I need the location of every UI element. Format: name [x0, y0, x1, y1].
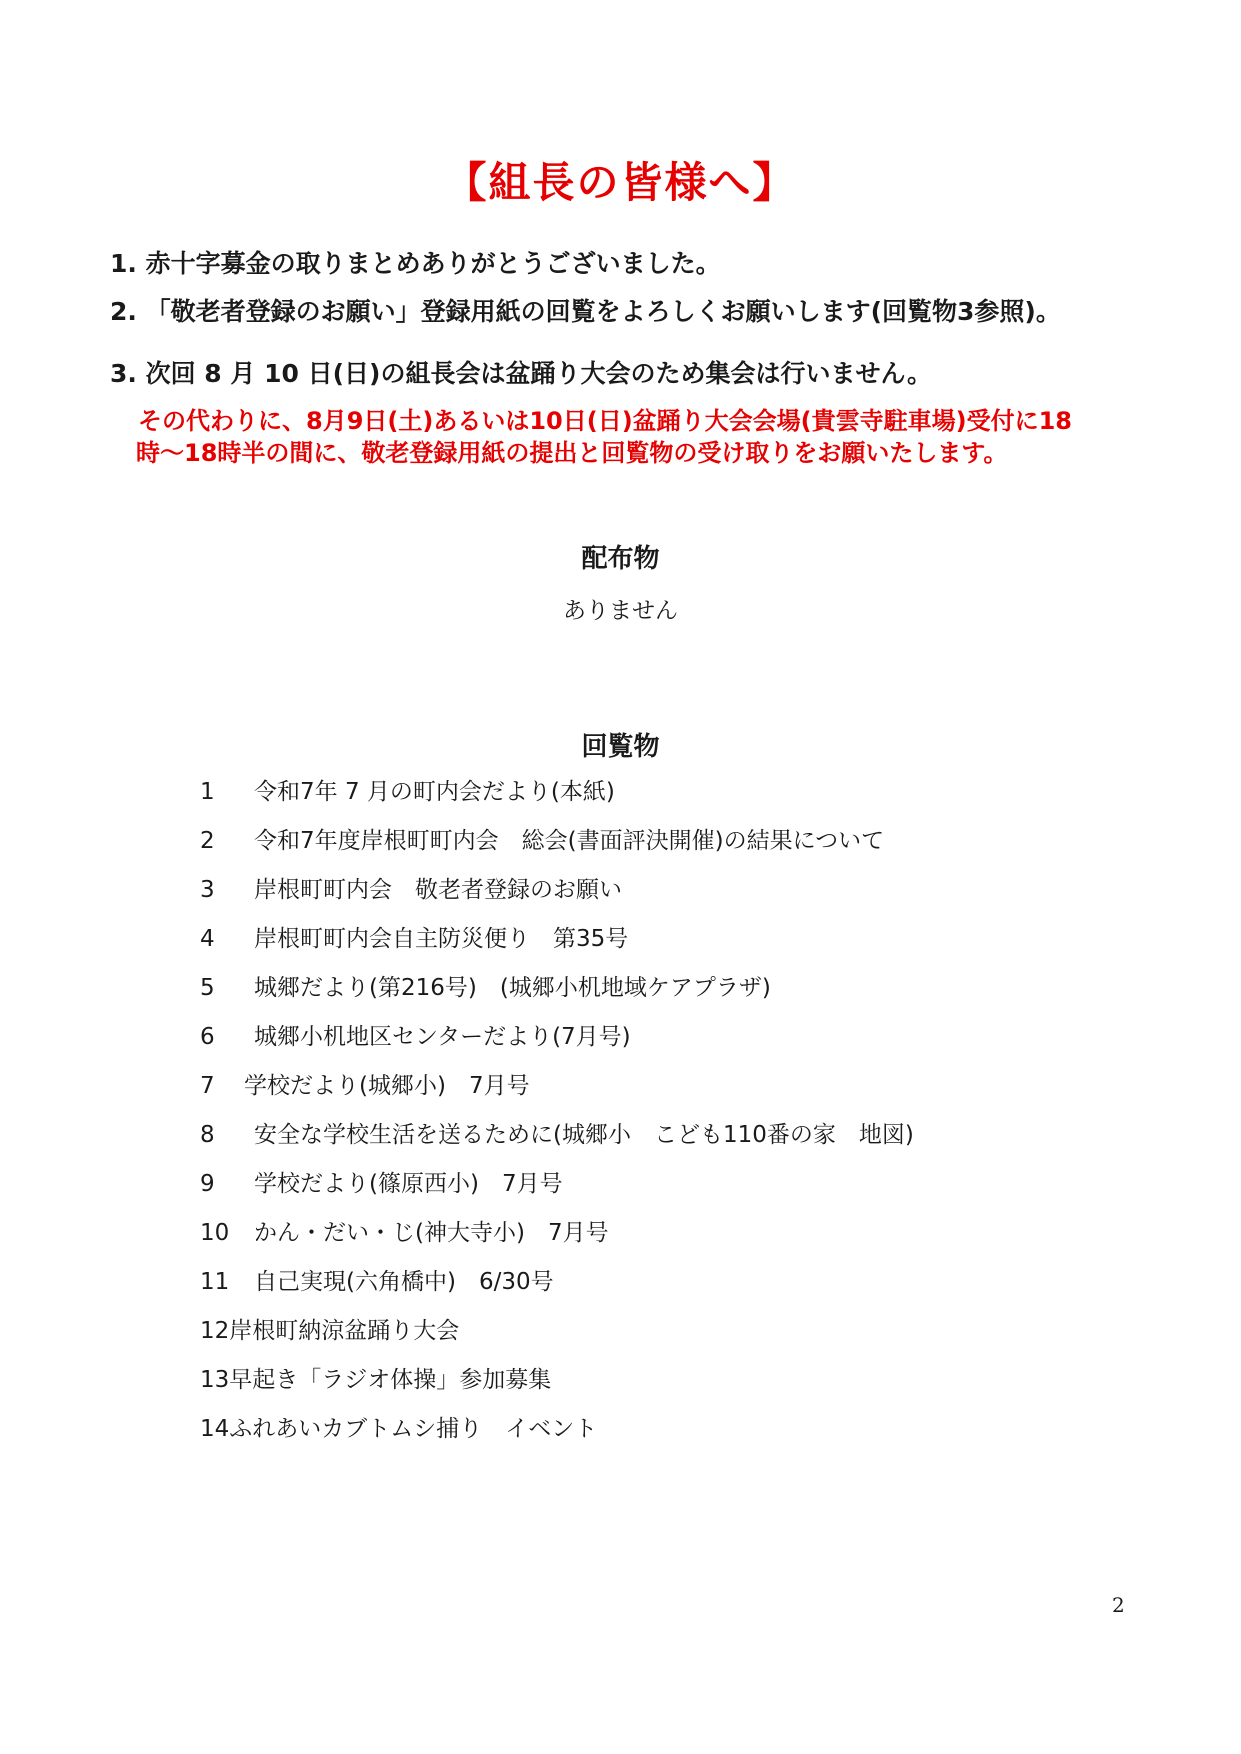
item-text: 自己実現(六角橋中) 6/30号 [254, 1269, 554, 1295]
item-text: 早起き「ラジオ体操」参加募集 [229, 1367, 552, 1393]
item-number: 3 [200, 877, 215, 903]
list-item [200, 968, 914, 1017]
item-text: 岸根町町内会 敬老者登録のお願い [254, 877, 622, 903]
list-item [200, 1360, 914, 1409]
item-text: 学校だより(城郷小) 7月号 [244, 1073, 530, 1099]
list-item [200, 1115, 914, 1164]
item-number: 12 [200, 1318, 230, 1344]
item-number: 13 [200, 1367, 230, 1393]
item-text: 岸根町町内会自主防災便り 第35号 [254, 926, 629, 952]
notice-3: 3. 次回 8 月 10 日(日)の組長会は盆踊り大会のため集会は行いません。 [110, 359, 932, 388]
item-number: 6 [200, 1024, 215, 1050]
list-item [200, 1213, 914, 1262]
circulars-heading: 回覧物 [581, 732, 660, 762]
item-number: 8 [200, 1122, 215, 1148]
item-text: 城郷だより(第216号) (城郷小机地域ケアプラザ) [254, 975, 771, 1001]
page-number: 2 [1112, 1593, 1125, 1617]
list-item [200, 1017, 914, 1066]
meeting-alternative-note [138, 405, 1138, 469]
list-item [200, 1409, 914, 1458]
note-line-1: その代わりに、8月9日(土)あるいは10日(日)盆踊り大会会場(貴雲寺駐車場)受付に18 [138, 407, 1073, 435]
notice-2: 2. 「敬老者登録のお願い」登録用紙の回覧をよろしくお願いします(回覧物3参照)。 [110, 297, 1061, 326]
distribution-heading: 配布物 [581, 544, 660, 574]
list-item [200, 1066, 914, 1115]
circulars-list [200, 772, 914, 1458]
item-number: 4 [200, 926, 215, 952]
list-item [200, 870, 914, 919]
page-title: 【組長の皆様へ】 [444, 158, 797, 207]
item-number: 10 [200, 1220, 230, 1246]
item-text: ふれあいカブトムシ捕り イベント [229, 1416, 598, 1442]
item-number: 2 [200, 828, 215, 854]
item-number: 7 [200, 1073, 215, 1099]
list-item [200, 821, 914, 870]
item-number: 11 [200, 1269, 230, 1295]
list-item [200, 919, 914, 968]
item-number: 5 [200, 975, 215, 1001]
note-line-2: 時〜18時半の間に、敬老登録用紙の提出と回覧物の受け取りをお願いたします。 [136, 439, 1008, 467]
list-item [200, 772, 914, 821]
item-text: 令和7年 7 月の町内会だより(本紙) [254, 779, 615, 805]
item-text: 令和7年度岸根町町内会 総会(書面評決開催)の結果について [254, 828, 885, 854]
item-text: かん・だい・じ(神大寺小) 7月号 [254, 1220, 609, 1246]
item-text: 城郷小机地区センターだより(7月号) [254, 1024, 631, 1050]
distribution-body: ありません [563, 598, 678, 624]
item-number: 14 [200, 1416, 230, 1442]
item-number: 1 [200, 779, 215, 805]
item-text: 安全な学校生活を送るために(城郷小 こども110番の家 地図) [254, 1122, 914, 1148]
notice-1: 1. 赤十字募金の取りまとめありがとうございました。 [110, 249, 721, 278]
item-number: 9 [200, 1171, 215, 1197]
list-item [200, 1311, 914, 1360]
item-text: 岸根町納涼盆踊り大会 [229, 1318, 460, 1344]
list-item [200, 1262, 914, 1311]
item-text: 学校だより(篠原西小) 7月号 [254, 1171, 563, 1197]
list-item [200, 1164, 914, 1213]
